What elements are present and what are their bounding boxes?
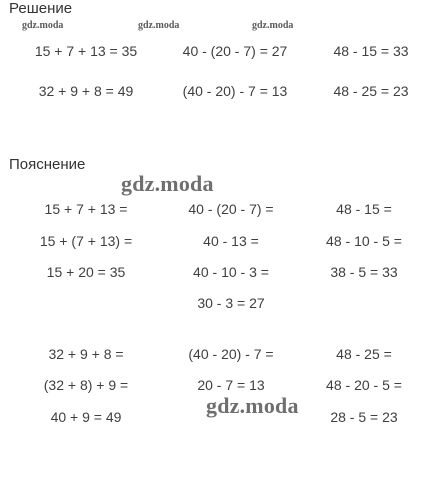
explanation-step: 38 - 5 = 33 — [330, 264, 398, 280]
solution-expression: 48 - 25 = 23 — [333, 83, 409, 99]
explanation-step: 40 + 9 = 49 — [50, 409, 122, 425]
solution-expression: (40 - 20) - 7 = 13 — [182, 83, 288, 99]
explanation-heading: Пояснение — [9, 156, 86, 173]
explanation-step: 32 + 9 + 8 = — [48, 346, 124, 362]
explanation-step: 40 - 10 - 3 = — [193, 264, 269, 280]
solution-heading: Решение — [9, 0, 73, 17]
explanation-step: 40 - (20 - 7) = — [188, 201, 274, 217]
watermark: gdz.moda — [22, 20, 64, 31]
explanation-step: 48 - 20 - 5 = — [326, 377, 402, 393]
solution-expression: 48 - 15 = 33 — [333, 43, 409, 59]
watermark: gdz.moda — [138, 20, 180, 31]
watermark: gdz.moda — [121, 171, 214, 196]
explanation-step: (40 - 20) - 7 = — [188, 346, 274, 362]
solution-expression: 32 + 9 + 8 = 49 — [38, 83, 134, 99]
explanation-step: (32 + 8) + 9 = — [43, 377, 129, 393]
explanation-step: 20 - 7 = 13 — [197, 377, 265, 393]
watermark: gdz.moda — [252, 20, 294, 31]
explanation-step: 48 - 10 - 5 = — [326, 233, 402, 249]
explanation-step: 30 - 3 = 27 — [197, 295, 265, 311]
explanation-step: 15 + 7 + 13 = — [44, 201, 128, 217]
explanation-step: 28 - 5 = 23 — [330, 409, 398, 425]
explanation-step: 15 + (7 + 13) = — [39, 233, 133, 249]
explanation-step: 15 + 20 = 35 — [46, 264, 126, 280]
solution-expression: 15 + 7 + 13 = 35 — [34, 43, 138, 59]
solution-expression: 40 - (20 - 7) = 27 — [182, 43, 288, 59]
explanation-step: 48 - 15 = — [336, 201, 392, 217]
watermark: gdz.moda — [206, 393, 299, 418]
explanation-step: 40 - 13 = — [203, 233, 259, 249]
explanation-step: 48 - 25 = — [336, 346, 392, 362]
